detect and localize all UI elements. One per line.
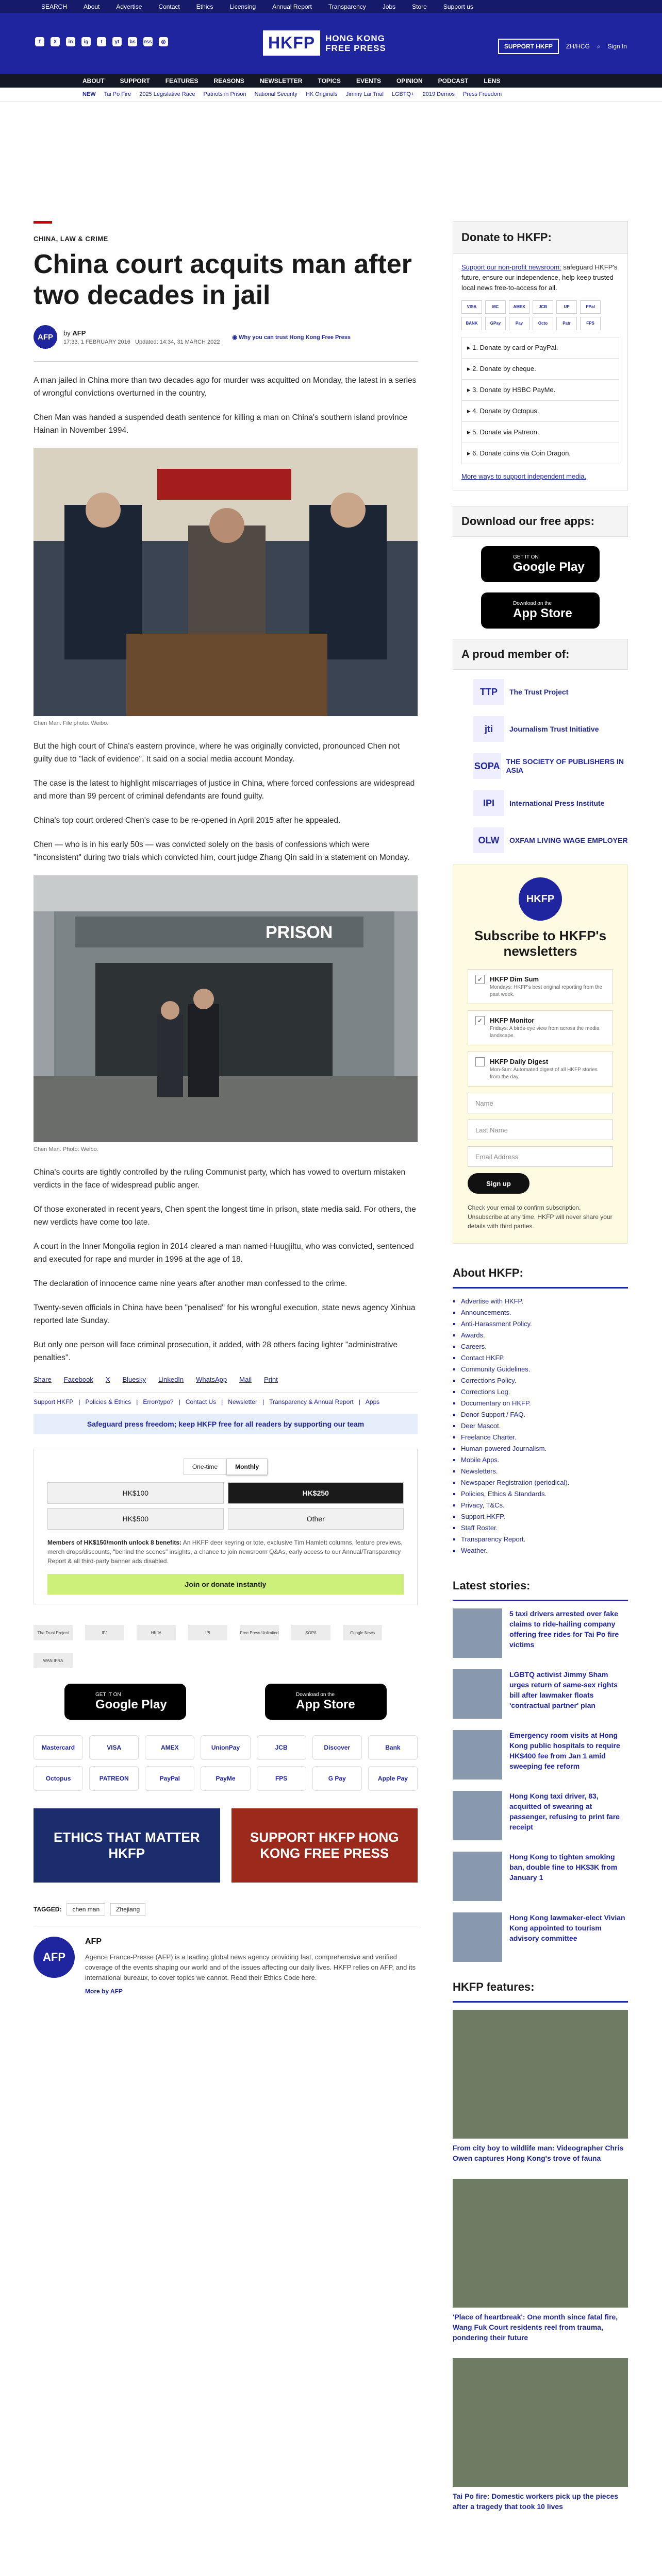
payment-logo: AMEX	[145, 1735, 194, 1760]
main-nav-item[interactable]: LENS	[484, 77, 501, 84]
topbar-link[interactable]: Store	[412, 3, 427, 10]
sub-nav-item[interactable]: HK Originals	[305, 91, 338, 97]
last-name-field[interactable]: Last Name	[468, 1120, 613, 1140]
about-link[interactable]: ▪ Newspaper Registration (periodical).	[461, 1477, 628, 1488]
divider	[34, 361, 418, 362]
card-logo: AMEX	[509, 300, 529, 314]
about-link[interactable]: ▪ Human-powered Journalism.	[461, 1443, 628, 1454]
story-thumbnail[interactable]	[453, 1730, 502, 1780]
story-thumbnail[interactable]	[453, 1912, 502, 1962]
partner-logo[interactable]: WAN IFRA	[34, 1653, 73, 1668]
donate-option[interactable]	[461, 337, 619, 359]
share-link[interactable]: X	[105, 1376, 110, 1383]
footer-link[interactable]: Support HKFP	[34, 1398, 74, 1405]
topbar-link[interactable]: About	[84, 3, 100, 10]
paragraph: The declaration of innocence came nine years after another man confessed to the crime.	[34, 1279, 347, 1288]
sub-nav-item[interactable]: National Security	[254, 91, 297, 97]
topbar-link[interactable]: Advertise	[116, 3, 142, 10]
social-icon[interactable]: ig	[81, 37, 91, 46]
updated-date: Updated: 14:34, 31 MARCH 2022	[135, 338, 220, 345]
partner-logo[interactable]: HKJA	[137, 1625, 176, 1640]
topbar-link[interactable]: Licensing	[229, 3, 256, 10]
sub-nav-item[interactable]: 2019 Demos	[422, 91, 455, 97]
card-logo: FPS	[580, 317, 601, 330]
gp-big: Google Play	[95, 1697, 167, 1711]
share-bar	[34, 1376, 418, 1383]
google-play-button[interactable]	[64, 1684, 186, 1720]
member-name: OXFAM LIVING WAGE EMPLOYER	[509, 836, 628, 844]
latest-stories	[453, 1608, 628, 1962]
social-icon[interactable]: rss	[143, 37, 153, 46]
as-big: App Store	[513, 606, 572, 620]
about-link[interactable]: ▪ Privacy, T&Cs.	[461, 1500, 628, 1511]
card-logo: Pay	[509, 317, 529, 330]
safeguard-banner[interactable]: Safeguard press freedom; keep HKFP free for all readers by supporting our team	[34, 1414, 418, 1434]
sub-nav-item[interactable]: Press Freedom	[463, 91, 502, 97]
about-link[interactable]: ▪ Policies, Ethics & Standards.	[461, 1488, 628, 1500]
partner-logo[interactable]: IFJ	[85, 1625, 124, 1640]
donate-intro-link[interactable]: Support our non-profit newsroom:	[461, 263, 561, 271]
card-logo: BANK	[461, 317, 482, 330]
gp-big: Google Play	[513, 560, 585, 574]
partner-logos	[34, 1625, 418, 1668]
about-link[interactable]: ▪ Careers.	[461, 1341, 628, 1352]
payment-logo: Octopus	[34, 1766, 83, 1791]
story-headline[interactable]: Emergency room visits at Hong Kong public hospitals to require HK$400 fee from Jan 1 amid sweeping fee reform	[509, 1731, 620, 1770]
card-logo: GPay	[485, 317, 506, 330]
member-item[interactable]	[453, 679, 628, 705]
member-logo: TTP	[473, 679, 504, 705]
site-logo[interactable]	[263, 30, 386, 56]
payment-logo: VISA	[89, 1735, 139, 1760]
story-headline[interactable]: Hong Kong to tighten smoking ban, double fine to HK$3K from January 1	[509, 1853, 618, 1882]
payment-logo: FPS	[257, 1766, 306, 1791]
footer-links	[34, 1393, 418, 1411]
latest-title: Latest stories:	[453, 1572, 628, 1601]
card-logo: VISA	[461, 300, 482, 314]
social-icon[interactable]: X	[51, 37, 60, 46]
paragraph: The case is the latest to highlight miscarriages of justice in China, where forced confessions are widespread and more than 99 percent of criminal defendants are found guilty.	[34, 779, 415, 801]
footer-link[interactable]: Transparency & Annual Report	[269, 1398, 354, 1405]
author-avatar[interactable]: AFP	[34, 325, 57, 349]
sub-nav-item[interactable]: 2025 Legislative Race	[139, 91, 195, 97]
amount-option[interactable]: HK$100	[47, 1482, 224, 1504]
social-icon[interactable]: t	[97, 37, 106, 46]
newsletter-title: Subscribe to HKFP's newsletters	[474, 928, 607, 959]
donate-options	[461, 337, 619, 464]
member-name: International Press Institute	[509, 799, 605, 807]
sub-nav-item[interactable]: Jimmy Lai Trial	[345, 91, 384, 97]
donate-option[interactable]	[461, 358, 619, 380]
footer-link[interactable]: Newsletter	[228, 1398, 257, 1405]
apps-title: Download our free apps:	[453, 506, 628, 537]
kicker-bar	[34, 221, 52, 224]
article	[34, 221, 418, 1996]
member-item[interactable]	[453, 827, 628, 853]
partner-logo[interactable]: The Trust Project	[34, 1625, 73, 1640]
latest-story[interactable]	[453, 1791, 628, 1840]
newsletter-name: HKFP Dim Sum	[490, 975, 539, 983]
tab-monthly[interactable]: Monthly	[226, 1459, 268, 1475]
payment-logo: PATREON	[89, 1766, 139, 1791]
about-link[interactable]: ▪ Contact HKFP.	[461, 1352, 628, 1364]
top-utility-bar	[0, 0, 662, 13]
newsletter-name: HKFP Daily Digest	[490, 1058, 549, 1065]
article-category[interactable]: CHINA, LAW & CRIME	[34, 235, 108, 243]
about-link[interactable]: ▪ Documentary on HKFP.	[461, 1398, 628, 1409]
donate-option-label: 1. Donate by card or PayPal.	[472, 344, 558, 351]
payment-logo: Bank	[368, 1735, 418, 1760]
features-title: HKFP features:	[453, 1973, 628, 2003]
card-logo: MC	[485, 300, 506, 314]
social-icon[interactable]: bs	[128, 37, 137, 46]
main-nav-item[interactable]: REASONS	[213, 77, 244, 84]
feature-story[interactable]	[453, 2358, 628, 2512]
about-title: About HKFP:	[453, 1259, 628, 1289]
main-nav-item[interactable]: PODCAST	[438, 77, 469, 84]
partner-logo[interactable]: SOPA	[291, 1625, 330, 1640]
member-title: A proud member of:	[453, 639, 628, 670]
author-box-avatar[interactable]: AFP	[34, 1937, 75, 1978]
latest-story[interactable]	[453, 1730, 628, 1780]
social-icon[interactable]: ◎	[159, 37, 168, 46]
language-switch[interactable]: ZH/HCG	[566, 43, 590, 50]
trust-link-label: Why you can trust Hong Kong Free Press	[239, 334, 351, 341]
member-logo: OLW	[473, 827, 504, 853]
latest-story[interactable]	[453, 1608, 628, 1658]
feature-headline[interactable]: Tai Po fire: Domestic workers pick up the pieces after a tragedy that took 10 lives	[453, 2492, 619, 2511]
article-photo-2	[34, 875, 418, 1142]
amount-option-selected[interactable]: HK$250	[228, 1482, 404, 1504]
member-name: Journalism Trust Initiative	[509, 724, 599, 733]
main-nav-item[interactable]: TOPICS	[318, 77, 341, 84]
about-link[interactable]: ▪ Staff Roster.	[461, 1522, 628, 1534]
payment-logo: G Pay	[312, 1766, 362, 1791]
byline	[34, 325, 418, 349]
logo-line-1: HONG KONG	[325, 33, 385, 43]
topbar-link[interactable]: Ethics	[196, 3, 213, 10]
logo-line-2: FREE PRESS	[325, 43, 386, 53]
feature-stories	[453, 2010, 628, 2512]
member-benefits-text: An HKFP deer keyring or tote, exclusive Tim Hamlett columns, feature previews, merch drops/discounts, "behind the scenes" insights, a chance to join newsroom Q&As, early access to our Annual/Transparency Report & all third-party banner ads disabled.	[47, 1539, 403, 1565]
card-logo: PPal	[580, 300, 601, 314]
about-link[interactable]: ▪ Deer Mascot.	[461, 1420, 628, 1432]
author-bio: Agence France-Presse (AFP) is a leading global news agency providing fast, comprehensive and verified coverage of the events shaping our world and of the issues affecting our daily lives. HKFP relies on AFP, and its international bureaux, to cover topics we cannot. Read their Ethics Code here.	[85, 1953, 416, 1981]
about-link[interactable]: ▪ Corrections Policy.	[461, 1375, 628, 1386]
separator: |	[262, 1398, 264, 1405]
main-nav-item[interactable]: FEATURES	[165, 77, 198, 84]
about-link[interactable]: ▪ Support HKFP.	[461, 1511, 628, 1522]
footer-link[interactable]: Contact Us	[185, 1398, 217, 1405]
trust-link[interactable]: ◉ Why you can trust Hong Kong Free Press	[232, 334, 351, 341]
newsletter-checkbox[interactable]	[475, 1057, 485, 1066]
donate-option-label: 3. Donate by HSBC PayMe.	[472, 386, 556, 394]
partner-logo[interactable]: Google News	[343, 1625, 382, 1640]
donate-option-label: 5. Donate via Patreon.	[472, 428, 539, 436]
member-name: THE SOCIETY OF PUBLISHERS IN ASIA	[506, 757, 624, 774]
tags-row	[34, 1903, 418, 1916]
about-link[interactable]: ▪ Weather.	[461, 1545, 628, 1556]
chevron-right-icon: ▸	[467, 449, 473, 457]
main-nav-item[interactable]: NEWSLETTER	[259, 77, 303, 84]
courtroom-photo	[34, 448, 418, 716]
about-link[interactable]: ▪ Anti-Harassment Policy.	[461, 1318, 628, 1330]
about-link[interactable]: ▪ Advertise with HKFP.	[461, 1296, 628, 1307]
story-headline[interactable]: Hong Kong taxi driver, 83, acquitted of swearing at passenger, refusing to print fare receipt	[509, 1792, 620, 1831]
logo-mark: HKFP	[263, 30, 320, 56]
sign-in-link[interactable]: Sign In	[607, 43, 627, 50]
member-benefits-lead: Members of HK$150/month unlock 8 benefits:	[47, 1539, 182, 1546]
about-link[interactable]: ▪ Mobile Apps.	[461, 1454, 628, 1466]
member-benefits	[47, 1538, 404, 1566]
donate-option[interactable]	[461, 400, 619, 422]
newsletter-desc: Mondays: HKFP's best original reporting from the past week.	[490, 985, 603, 997]
separator: |	[221, 1398, 223, 1405]
story-headline[interactable]: 5 taxi drivers arrested over fake claims to ride-hailing company offering free rides for Tai Po fire victims	[509, 1609, 619, 1649]
donate-title: Donate to HKFP:	[453, 222, 627, 254]
gp-small: GET IT ON	[513, 554, 539, 560]
payment-logo: PayPal	[145, 1766, 194, 1791]
feature-headline[interactable]: 'Place of heartbreak': One month since fatal fire, Wang Fuk Court residents reel from trauma, pondering their future	[453, 2313, 618, 2342]
join-donate-button[interactable]: Join or donate instantly	[47, 1574, 404, 1595]
share-link[interactable]: Bluesky	[122, 1376, 146, 1383]
payment-logo: Apple Pay	[368, 1766, 418, 1791]
paragraph: China's courts are tightly controlled by the ruling Communist party, which has vowed to overturn mistaken verdicts in the face of widespread public anger.	[34, 1168, 406, 1190]
latest-story[interactable]	[453, 1912, 628, 1962]
photo-caption: Chen Man. File photo: Weibo.	[34, 720, 109, 726]
story-headline[interactable]: Hong Kong lawmaker-elect Vivian Kong appointed to tourism advisory committee	[509, 1913, 625, 1942]
app-store-button[interactable]	[265, 1684, 387, 1720]
sign-up-button[interactable]: Sign up	[468, 1173, 529, 1194]
donate-option[interactable]	[461, 379, 619, 401]
newsletter-checkbox[interactable]: ✓	[475, 1016, 485, 1025]
tab-one-time[interactable]: One-time	[184, 1459, 226, 1475]
as-small: Download on the	[513, 600, 552, 606]
donate-option[interactable]	[461, 421, 619, 443]
separator: |	[136, 1398, 138, 1405]
support-banner[interactable]: SUPPORT HKFP HONG KONG FREE PRESS	[231, 1808, 418, 1883]
as-big: App Store	[296, 1697, 355, 1711]
author-name[interactable]: AFP	[72, 329, 86, 337]
name-field[interactable]: Name	[468, 1093, 613, 1113]
sub-nav-item[interactable]: Patriots in Prison	[203, 91, 246, 97]
new-label: NEW	[82, 91, 96, 97]
share-link[interactable]: Share	[34, 1376, 52, 1383]
sidebar	[453, 221, 628, 2527]
newsletter-name: HKFP Monitor	[490, 1016, 535, 1024]
card-logo: Patr	[556, 317, 577, 330]
footer-link[interactable]: Error/typo?	[143, 1398, 174, 1405]
about-link[interactable]: ▪ Donor Support / FAQ.	[461, 1409, 628, 1420]
author-box	[34, 1926, 418, 1996]
main-nav-item[interactable]: ABOUT	[82, 77, 105, 84]
newsletter-box	[453, 865, 628, 1244]
paragraph: A court in the Inner Mongolia region in 2014 cleared a man named Huugjiltu, who was convicted, sentenced and executed for rape and murder in 1996 at the age of 18.	[34, 1242, 414, 1264]
share-link[interactable]: Print	[263, 1376, 278, 1383]
email-field[interactable]: Email Address	[468, 1146, 613, 1167]
member-logo: SOPA	[473, 753, 501, 779]
feature-image[interactable]	[453, 2010, 628, 2139]
search-icon[interactable]: ⌕	[597, 42, 601, 50]
topbar-link[interactable]: Jobs	[382, 3, 396, 10]
payment-logo: PayMe	[201, 1766, 250, 1791]
newsletter-option[interactable]	[468, 1010, 613, 1045]
tagged-label: TAGGED:	[34, 1906, 62, 1913]
article-title: China court acquits man after two decades in jail	[34, 249, 412, 310]
social-icons	[35, 37, 168, 46]
story-thumbnail[interactable]	[453, 1852, 502, 1901]
payment-logo: Discover	[312, 1735, 362, 1760]
as-small: Download on the	[296, 1691, 335, 1698]
newsletter-desc: Fridays: A birds-eye view from across the media landscape.	[490, 1026, 600, 1039]
feature-headline[interactable]: From city boy to wildlife man: Videographer Chris Owen captures Hong Kong's trove of fauna	[453, 2144, 624, 2162]
latest-story[interactable]	[453, 1852, 628, 1901]
separator: |	[178, 1398, 180, 1405]
about-link[interactable]: ▪ Announcements.	[461, 1307, 628, 1318]
chevron-right-icon: ▸	[467, 386, 473, 394]
main-nav-item[interactable]: SUPPORT	[120, 77, 150, 84]
partner-logo[interactable]: IPI	[188, 1625, 227, 1640]
sub-nav-item[interactable]: Tai Po Fire	[104, 91, 131, 97]
member-logo: jti	[473, 716, 504, 742]
card-logo: UP	[556, 300, 577, 314]
newsletter-option[interactable]	[468, 969, 613, 1004]
social-icon[interactable]: f	[35, 37, 44, 46]
partner-logo[interactable]: Free Press Unlimited	[240, 1625, 279, 1640]
paragraph: But the high court of China's eastern province, where he was originally convicted, pronounced Chen not guilty due to "lack of evidence". It said on a social media account Monday.	[34, 742, 400, 764]
member-logo: IPI	[473, 790, 504, 816]
social-icon[interactable]: in	[66, 37, 75, 46]
payment-methods	[34, 1735, 418, 1791]
topbar-link[interactable]: Contact	[158, 3, 180, 10]
site-header	[0, 13, 662, 74]
topbar-link[interactable]: Support us	[443, 3, 473, 10]
latest-story[interactable]	[453, 1669, 628, 1719]
topbar-link[interactable]: Transparency	[328, 3, 366, 10]
prison-sign: PRISON	[266, 923, 333, 942]
chevron-right-icon: ▸	[467, 344, 473, 351]
newsletter-note: Check your email to confirm subscription. Unsubscribe at any time. HKFP will never share your details with third parties.	[468, 1204, 613, 1230]
sidebar-app-store-button[interactable]	[481, 592, 600, 629]
posted-date: 17:33, 1 FEBRUARY 2016	[63, 338, 130, 345]
main-nav-item[interactable]: EVENTS	[356, 77, 381, 84]
about-link[interactable]: ▪ Newsletters.	[461, 1466, 628, 1477]
payment-cards	[461, 300, 619, 330]
member-item[interactable]	[453, 753, 628, 779]
social-icon[interactable]: yt	[112, 37, 122, 46]
about-link[interactable]: ▪ Community Guidelines.	[461, 1364, 628, 1375]
card-logo: Octo	[533, 317, 553, 330]
share-link[interactable]: Mail	[239, 1376, 252, 1383]
main-nav-item[interactable]: OPINION	[396, 77, 423, 84]
separator: |	[358, 1398, 360, 1405]
about-link[interactable]: ▪ Freelance Charter.	[461, 1432, 628, 1443]
amount-option[interactable]: HK$500	[47, 1508, 224, 1530]
amount-option[interactable]: Other	[228, 1508, 404, 1530]
paragraph: But only one person will face criminal prosecution, it added, with 28 others facing lighter "administrative penalties".	[34, 1341, 398, 1362]
paragraph: Of those exonerated in recent years, Chen spent the longest time in prison, state media said. For others, the new verdicts have come too late.	[34, 1205, 416, 1227]
footer-link[interactable]: Apps	[365, 1398, 380, 1405]
feature-story[interactable]	[453, 2010, 628, 2163]
prison-gate-photo	[34, 875, 418, 1142]
search-link[interactable]: SEARCH	[41, 3, 68, 10]
chevron-right-icon: ▸	[467, 428, 473, 436]
donate-box	[453, 221, 628, 490]
share-link[interactable]: Facebook	[63, 1376, 93, 1383]
paragraph: China's top court ordered Chen's case to be re-opened in April 2015 after he appealed.	[34, 816, 341, 825]
about-link[interactable]: ▪ Awards.	[461, 1330, 628, 1341]
donation-widget	[34, 1449, 418, 1604]
newsletter-option[interactable]	[468, 1052, 613, 1087]
tag-link[interactable]: Zhejiang	[110, 1903, 145, 1916]
more-by-author-link[interactable]: More by AFP	[85, 1988, 123, 1995]
about-link[interactable]: ▪ Transparency Report.	[461, 1534, 628, 1545]
story-thumbnail[interactable]	[453, 1608, 502, 1658]
payment-logo: UnionPay	[201, 1735, 250, 1760]
donate-option[interactable]	[461, 443, 619, 464]
feature-image[interactable]	[453, 2358, 628, 2487]
feature-story[interactable]	[453, 2179, 628, 2343]
chevron-right-icon: ▸	[467, 407, 473, 415]
photo-caption: Chen Man. Photo: Weibo.	[34, 1146, 98, 1153]
paragraph: Twenty-seven officials in China have been "penalised" for his wrongful execution, state news agency Xinhua reported late Sunday.	[34, 1303, 416, 1325]
sidebar-google-play-button[interactable]	[481, 546, 600, 582]
gp-small: GET IT ON	[95, 1691, 121, 1698]
share-link[interactable]: WhatsApp	[196, 1376, 227, 1383]
footer-link[interactable]: Policies & Ethics	[85, 1398, 131, 1405]
support-hkfp-button[interactable]: SUPPORT HKFP	[498, 39, 559, 54]
donate-option-label: 4. Donate by Octopus.	[472, 407, 539, 415]
more-ways-link[interactable]: More ways to support independent media.	[461, 472, 587, 480]
newsletter-logo: HKFP	[519, 877, 562, 921]
separator: |	[78, 1398, 80, 1405]
paragraph: A man jailed in China more than two decades ago for murder was acquitted on Monday, the latest in a series of wrongful convictions overturned in the country.	[34, 376, 417, 398]
donate-option-label: 2. Donate by cheque.	[472, 365, 536, 372]
article-photo	[34, 448, 418, 716]
about-link[interactable]: ▪ Corrections Log.	[461, 1386, 628, 1398]
paragraph: Chen Man was handed a suspended death sentence for killing a man on China's southern island province Hainan in November 1994.	[34, 413, 408, 435]
member-item[interactable]	[453, 790, 628, 816]
payment-logo: Mastercard	[34, 1735, 83, 1760]
share-link[interactable]: LinkedIn	[158, 1376, 184, 1383]
about-links	[453, 1296, 628, 1556]
chevron-right-icon: ▸	[467, 365, 473, 372]
story-headline[interactable]: LGBTQ activist Jimmy Sham urges return of same-sex rights bill after lawmaker floats 'contractual partner' plan	[509, 1670, 618, 1709]
donate-option-label: 6. Donate coins via Coin Dragon.	[472, 449, 571, 457]
main-navigation	[0, 74, 662, 88]
feature-image[interactable]	[453, 2179, 628, 2308]
story-thumbnail[interactable]	[453, 1791, 502, 1840]
paragraph: Chen — who is in his early 50s — was convicted solely on the basis of confessions which were "inconsistent" during two trials which convicted him, court judge Zhang Qin said in a statement on Monday.	[34, 840, 410, 862]
author-box-name[interactable]: AFP	[85, 1937, 102, 1946]
by-label: by	[63, 329, 71, 337]
member-item[interactable]	[453, 716, 628, 742]
ethics-banner[interactable]: ETHICS THAT MATTER HKFP	[34, 1808, 220, 1883]
card-logo: JCB	[533, 300, 553, 314]
payment-logo: JCB	[257, 1735, 306, 1760]
member-name: The Trust Project	[509, 687, 569, 696]
newsletter-desc: Mon-Sun: Automated digest of all HKFP stories from the day.	[490, 1067, 598, 1080]
sub-navigation	[0, 88, 662, 101]
member-logos	[453, 679, 628, 853]
sub-nav-item[interactable]: LGBTQ+	[391, 91, 415, 97]
newsletter-checkbox[interactable]: ✓	[475, 975, 485, 984]
donate-intro: safeguard HKFP's future, ensure our independence, help keep trusted local news free-to-access for all.	[461, 263, 618, 292]
topbar-link[interactable]: Annual Report	[272, 3, 312, 10]
tag-link[interactable]: chen man	[67, 1903, 105, 1916]
story-thumbnail[interactable]	[453, 1669, 502, 1719]
